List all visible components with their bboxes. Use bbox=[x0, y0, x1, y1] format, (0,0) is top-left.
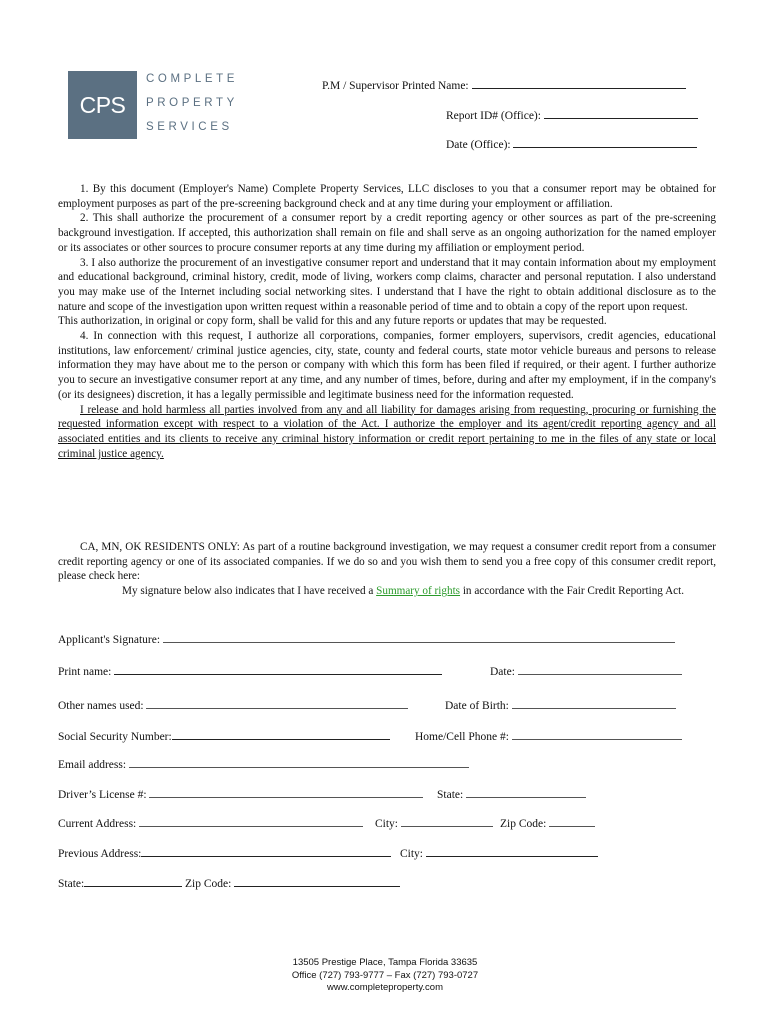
email-label: Email address: bbox=[58, 759, 127, 771]
phone-field[interactable] bbox=[415, 731, 682, 743]
zip-label: Zip Code: bbox=[500, 818, 547, 830]
signature-rights-pre: My signature below also indicates that I have received a bbox=[122, 585, 374, 598]
summary-of-rights-link[interactable]: Summary of rights bbox=[376, 585, 461, 598]
report-id-label: Report ID# (Office): bbox=[446, 110, 541, 122]
logo-word-complete: COMPLETE bbox=[146, 73, 239, 85]
previous-state-label: State: bbox=[58, 878, 85, 890]
date-label: Date: bbox=[490, 666, 515, 678]
authorization-text bbox=[58, 182, 716, 461]
previous-address-field[interactable] bbox=[58, 848, 391, 860]
other-names-field[interactable] bbox=[58, 700, 408, 712]
date-field[interactable] bbox=[490, 666, 682, 678]
drivers-license-field[interactable] bbox=[58, 789, 423, 801]
report-id-field[interactable] bbox=[446, 110, 698, 122]
dl-state-label: State: bbox=[437, 789, 464, 801]
ssn-field[interactable] bbox=[58, 731, 390, 743]
paragraph-4: 4. In connection with this request, I authorize all corporations, companies, former employers, supervisors, credit agencies, educational institutions, law enforcement/ criminal justice agencies, city, state, county and federal courts, state motor vehicle bureaus and persons to release information they may have about me to the person or company with which this form has been filed if required, or their agent. I further authorize you to secure an investigative consumer report at any time, and any number of times, before, during and after my employment, if in the company's (or its designees) discretion, it has a legally permissible and legitimate business need for the information requested. bbox=[58, 330, 716, 401]
previous-city-label: City: bbox=[400, 848, 424, 860]
office-date-label: Date (Office): bbox=[446, 139, 511, 151]
signature-rights-post: in accordance with the Fair Credit Reporting Act. bbox=[462, 585, 685, 598]
previous-state-field[interactable] bbox=[58, 878, 182, 890]
ca-residents-text bbox=[58, 540, 716, 599]
previous-zip-field[interactable] bbox=[185, 878, 400, 890]
phone-label: Home/Cell Phone #: bbox=[415, 731, 509, 743]
current-address-field[interactable] bbox=[58, 818, 363, 830]
previous-zip-label: Zip Code: bbox=[185, 878, 232, 890]
dob-field[interactable] bbox=[445, 700, 676, 712]
email-field[interactable] bbox=[58, 759, 469, 771]
print-name-field[interactable] bbox=[58, 666, 442, 678]
office-date-field[interactable] bbox=[446, 139, 697, 151]
paragraph-1: 1. By this document (Employer's Name) Complete Property Services, LLC discloses to you that a consumer report may be obtained for employment purposes as part of the pre-screening background check and at any time during your employment or affiliation. bbox=[58, 183, 716, 210]
footer-website: www.completeproperty.com bbox=[327, 982, 443, 993]
drivers-license-label: Driver’s License #: bbox=[58, 789, 147, 801]
supervisor-name-field[interactable] bbox=[322, 80, 686, 92]
paragraph-3: 3. I also authorize the procurement of an investigative consumer report and understand that it may contain information about my employment and educational background, criminal history, credit, mode of living, workers comp claims, character and personal reputation. I also understand you may make use of the Internet including social networking sites. I understand that I have the right to obtain additional disclosure as to the nature and scope of the investigation upon written request within a reasonable period of time and to obtain a copy of the report upon request. bbox=[58, 256, 716, 313]
paragraph-3b: This authorization, in original or copy form, shall be valid for this and any future reports or updates that may be requested. bbox=[58, 315, 607, 328]
previous-city-field[interactable] bbox=[400, 848, 598, 860]
release-paragraph: I release and hold harmless all parties involved from any and all liability for damages arising from requesting, procuring or furnishing the requested information except with respect to a violation of the Act. I authorize the employer and its agent/credit reporting agency and all associated entities and its clients to receive any criminal history information or credit report pertaining to me in the files of any state or local criminal justice agency. bbox=[58, 403, 716, 460]
zip-field[interactable] bbox=[500, 818, 595, 830]
footer bbox=[0, 957, 770, 995]
applicant-signature-label: Applicant's Signature: bbox=[58, 634, 161, 646]
ssn-label: Social Security Number: bbox=[58, 731, 172, 743]
city-field[interactable] bbox=[375, 818, 493, 830]
applicant-signature-field[interactable] bbox=[58, 634, 675, 646]
previous-address-label: Previous Address: bbox=[58, 848, 142, 860]
supervisor-name-label: P.M / Supervisor Printed Name: bbox=[322, 80, 469, 92]
paragraph-2: 2. This shall authorize the procurement of a consumer report by a credit reporting agency or other sources as part of the pre-screening background investigation. If accepted, this authorization shall remain on file and shall serve as an ongoing authorization for the named employer or its associates or other sources to procure consumer reports at any time during my affiliation or employment period. bbox=[58, 212, 716, 254]
dob-label: Date of Birth: bbox=[445, 700, 509, 712]
ca-paragraph: CA, MN, OK RESIDENTS ONLY: As part of a routine background investigation, we may request a consumer credit report from a consumer credit reporting agency or one of its associated companies. If we do so and you wish them to send you a free copy of this consumer credit report, please check here: bbox=[58, 541, 716, 583]
other-names-label: Other names used: bbox=[58, 700, 144, 712]
logo-mark bbox=[68, 71, 137, 139]
print-name-label: Print name: bbox=[58, 666, 112, 678]
logo-word-services: SERVICES bbox=[146, 121, 233, 133]
footer-phone: Office (727) 793-9777 – Fax (727) 793-0727 bbox=[291, 969, 479, 981]
footer-address: 13505 Prestige Place, Tampa Florida 33635 bbox=[292, 957, 478, 968]
current-address-label: Current Address: bbox=[58, 818, 137, 830]
city-label: City: bbox=[375, 818, 399, 830]
logo-word-property: PROPERTY bbox=[146, 97, 238, 109]
dl-state-field[interactable] bbox=[437, 789, 586, 801]
logo-abbr: CPS bbox=[79, 91, 126, 118]
signature-rights-paragraph bbox=[58, 584, 716, 599]
